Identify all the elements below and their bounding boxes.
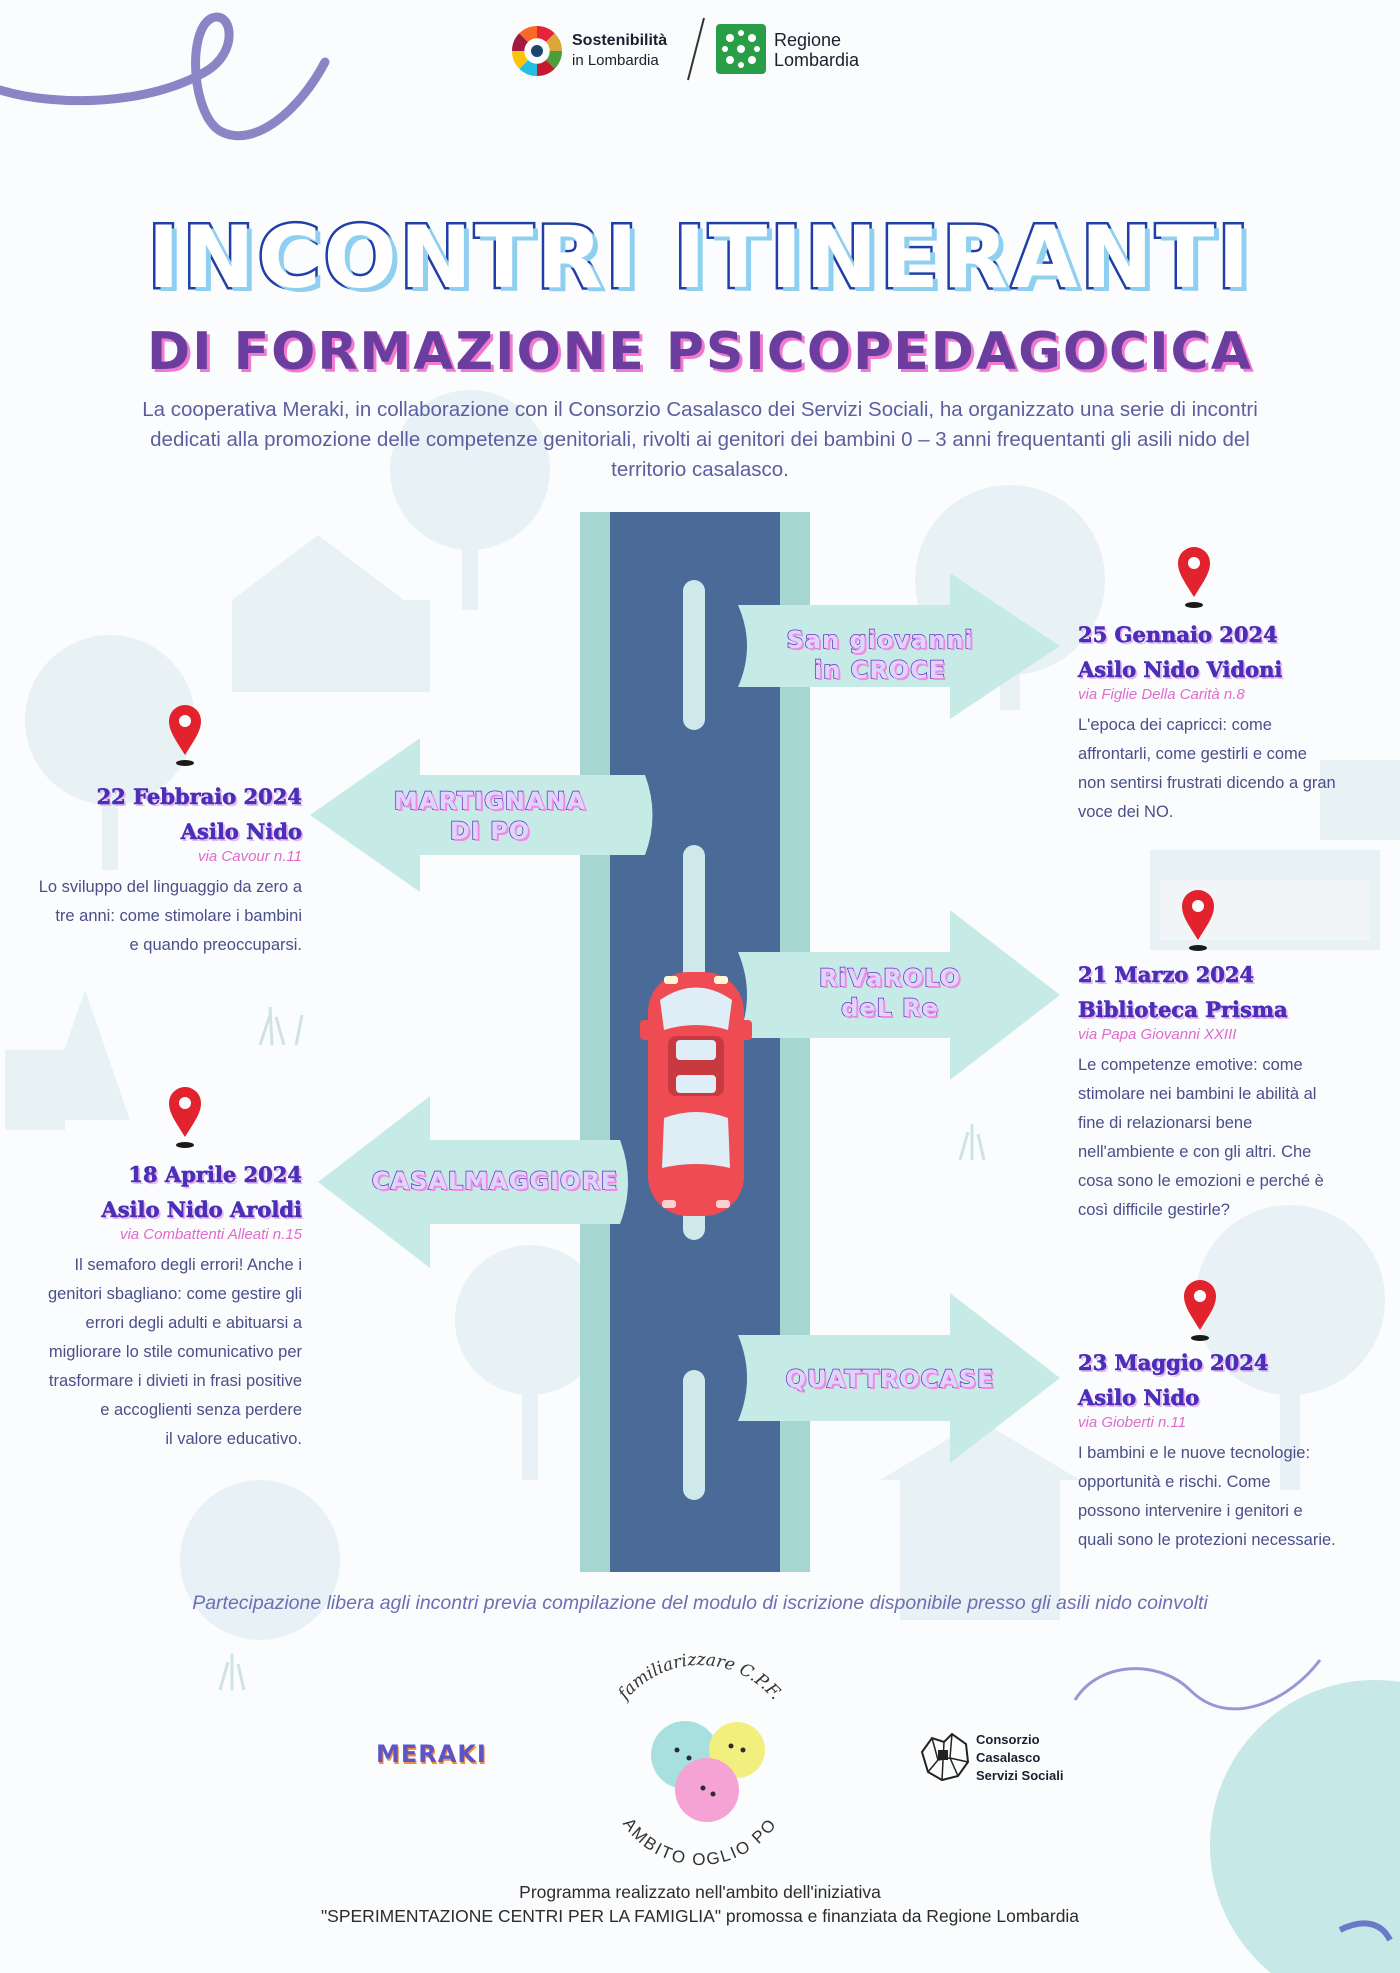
logo-meraki: [376, 1740, 486, 1776]
town-line: in CROCE: [813, 656, 947, 684]
logo-consorzio: [918, 1726, 1118, 1796]
desc-line: I bambini e le nuove tecnologie:: [1078, 1444, 1311, 1462]
event-description: [12, 1251, 302, 1454]
event-address: via Papa Giovanni XXIII: [1078, 1026, 1237, 1043]
desc-line: Le competenze emotive: come: [1078, 1056, 1303, 1074]
desc-line: così difficile gestirle?: [1078, 1201, 1230, 1219]
town-label-casalmaggiore: [350, 1166, 640, 1196]
desc-line: migliorare lo stile comunicativo per: [48, 1343, 302, 1361]
event-address: via Gioberti n.11: [1078, 1414, 1187, 1431]
consorzio-line3: Servizi Sociali: [976, 1768, 1064, 1783]
town-label-quattrocase: [760, 1364, 1020, 1394]
footer-line: Programma realizzato nell'ambito dell'iniziativa: [519, 1882, 881, 1902]
logo-regione-line1: Regione: [774, 30, 842, 50]
car-icon: [640, 972, 752, 1216]
intro-line: dedicati alla promozione delle competenze genitoriali, rivolti ai genitori dei bambini 0 – 3 anni frequentanti gli asili nido del: [150, 428, 1250, 451]
event-venue: Biblioteca Prisma: [1078, 997, 1288, 1022]
desc-line: Il semaforo degli errori! Anche i: [74, 1256, 302, 1274]
desc-line: L'epoca dei capricci: come: [1078, 716, 1272, 734]
desc-line: quali sono le protezioni necessarie.: [1078, 1531, 1336, 1549]
town-label-martignana: [360, 786, 620, 846]
event-address: via Cavour n.11: [198, 848, 302, 865]
desc-line: possono intervenire i genitori e: [1078, 1502, 1303, 1520]
event-venue: Asilo Nido: [180, 819, 302, 844]
desc-line: stimolare nei bambini le abilità al: [1078, 1085, 1317, 1103]
pin-icon: [1178, 547, 1210, 608]
desc-line: nell'ambiente e con gli altri. Che: [1078, 1143, 1312, 1161]
logo-regione-line2: Lombardia: [774, 50, 860, 70]
desc-line: tre anni: come stimolare i bambini: [55, 907, 302, 925]
event-description: [12, 873, 302, 960]
town-label-san-giovanni: [760, 625, 1000, 685]
participation-note: Partecipazione libera agli incontri previa compilazione del modulo di iscrizione disponibile presso gli asili nido coinvolti: [192, 1592, 1208, 1614]
page-subtitle: DI FORMAZIONE PSICOPEDAGOCICA: [147, 322, 1253, 382]
town-label-rivarolo: [770, 963, 1010, 1023]
desc-line: non sentirsi frustrati dicendo a gran: [1078, 774, 1336, 792]
event-block-gennaio: [1078, 622, 1378, 827]
desc-line: errori degli adulti e abituarsi a: [85, 1314, 302, 1332]
consorzio-map-icon: [918, 1732, 972, 1782]
desc-line: e accoglienti senza perdere: [100, 1401, 302, 1419]
consorzio-line2: Casalasco: [976, 1750, 1041, 1765]
event-date: 22 Febbraio 2024: [96, 784, 302, 809]
event-venue: Asilo Nido Aroldi: [101, 1197, 302, 1222]
pin-icon: [169, 705, 201, 766]
desc-line: e quando preoccuparsi.: [129, 936, 302, 954]
town-line: DI PO: [449, 817, 531, 845]
intro-line: territorio casalasco.: [611, 458, 789, 481]
event-date: 18 Aprile 2024: [128, 1162, 302, 1187]
event-date: 25 Gennaio 2024: [1078, 622, 1278, 647]
footer-line: "SPERIMENTAZIONE CENTRI PER LA FAMIGLIA" promossa e finanziata da Regione Lombardia: [320, 1906, 1080, 1926]
event-address: via Figlie Della Carità n.8: [1078, 686, 1245, 703]
event-description: [1078, 711, 1378, 827]
town-line: CASALMAGGIORE: [371, 1167, 619, 1195]
event-block-aprile: [12, 1162, 302, 1454]
svg-text:AMBITO OGLIO PO: [619, 1814, 781, 1869]
consorzio-line1: Consorzio: [976, 1732, 1040, 1747]
event-block-marzo: [1078, 962, 1378, 1225]
desc-line: Lo sviluppo del linguaggio da zero a: [38, 878, 302, 896]
desc-line: opportunità e rischi. Come: [1078, 1473, 1271, 1491]
desc-line: cosa sono le emozioni e perché è: [1078, 1172, 1324, 1190]
page-title: INCONTRI ITINERANTI: [147, 208, 1253, 308]
event-description: [1078, 1439, 1378, 1555]
town-line: QUATTROCASE: [785, 1365, 995, 1393]
desc-line: voce dei NO.: [1078, 803, 1174, 821]
logo-cpf: [575, 1640, 825, 1870]
event-date: 21 Marzo 2024: [1078, 962, 1255, 987]
town-line: deL Re: [841, 994, 939, 1022]
event-address: via Combattenti Alleati n.15: [119, 1226, 302, 1243]
intro-line: La cooperativa Meraki, in collaborazione con il Consorzio Casalasco dei Servizi Sociali, ha organizzato una serie di incontri: [142, 398, 1258, 421]
town-line: San giovanni: [786, 626, 974, 654]
desc-line: trasformare i divieti in frasi positive: [48, 1372, 302, 1390]
logo-sostenibilita-line1: Sostenibilità: [572, 32, 668, 49]
footer: [0, 1880, 1400, 1928]
town-line: MARTIGNANA: [393, 787, 587, 815]
event-date: 23 Maggio 2024: [1078, 1350, 1269, 1375]
cpf-arc-top: familiarizzare C.P.F.: [614, 1649, 786, 1704]
svg-text:familiarizzare C.P.F.: [613, 1650, 786, 1706]
pin-icon: [1184, 1280, 1216, 1341]
desc-line: genitori sbagliano: come gestire gli: [47, 1285, 302, 1303]
town-line: RiVaROLO: [819, 964, 961, 992]
desc-line: il valore educativo.: [165, 1430, 302, 1448]
pin-icon: [169, 1087, 201, 1148]
logo-sostenibilita-line2: in Lombardia: [572, 52, 659, 69]
cpf-arc-bottom: AMBITO OGLIO PO: [619, 1814, 781, 1869]
cpf-buttons-icon: [575, 1640, 825, 1870]
event-venue: Asilo Nido: [1078, 1385, 1200, 1410]
logo-meraki-text: MERAKI: [376, 1740, 487, 1768]
event-block-maggio: [1078, 1350, 1378, 1555]
event-block-febbraio: [12, 784, 302, 960]
event-description: [1078, 1051, 1378, 1225]
event-venue: Asilo Nido Vidoni: [1078, 657, 1283, 682]
pin-icon: [1182, 890, 1214, 951]
desc-line: fine di relazionarsi bene: [1078, 1114, 1253, 1132]
desc-line: affrontarli, come gestirli e come: [1078, 745, 1307, 763]
